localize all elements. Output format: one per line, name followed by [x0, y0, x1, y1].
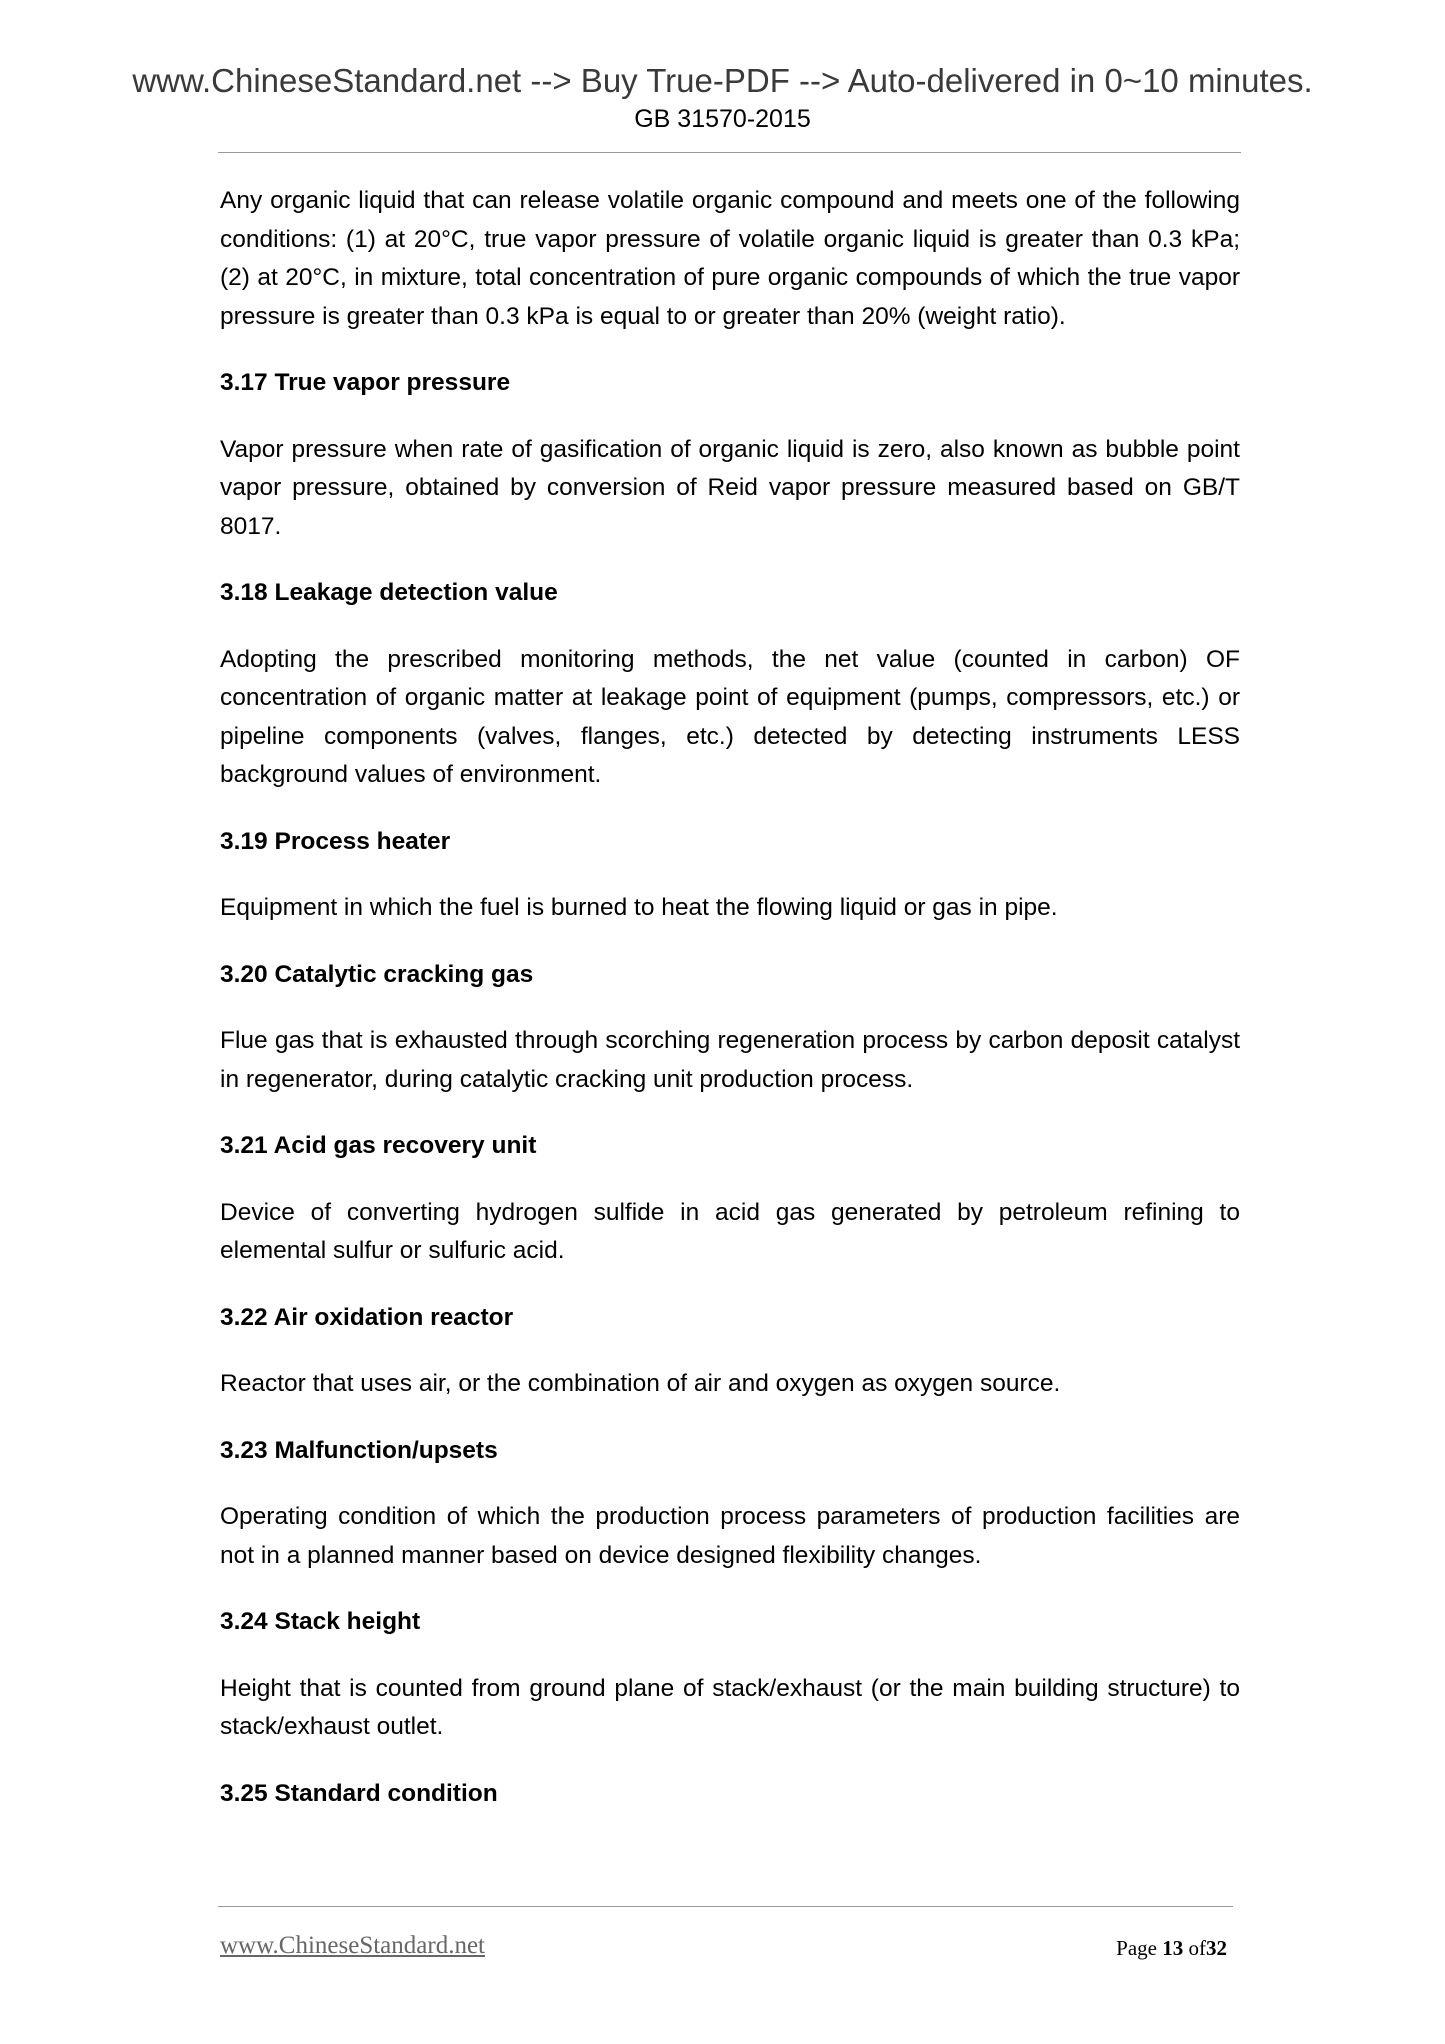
- intro-paragraph: Any organic liquid that can release volatile organic compound and meets one of the following conditions: (1) at 20°C, true vapor pressure of volatile organic liquid is greater than 0.3 kPa; (2) at 20°C, in mixture, total concentration of pure organic compounds of which the true vapor pressure is greater than 0.3 kPa is equal to or greater than 20% (weight ratio).: [220, 187, 1240, 330]
- page-total: 32: [1206, 1936, 1227, 1960]
- section-heading-3-20: 3.20 Catalytic cracking gas: [220, 960, 534, 988]
- section-text-3-17: Vapor pressure when rate of gasification of organic liquid is zero, also known as bubble point vapor pressure, obtained by conversion of Reid vapor pressure measured based on GB/T 8017.: [220, 435, 1240, 540]
- section-heading-3-22: 3.22 Air oxidation reactor: [220, 1303, 514, 1331]
- section-text-3-18: Adopting the prescribed monitoring methods, the net value (counted in carbon) OF concentration of organic matter at leakage point of equipment (pumps, compressors, etc.) or pipeline components (valves, flanges, etc.) detected by detecting instruments LESS background values of environment.: [220, 645, 1240, 788]
- section-heading-3-25: 3.25 Standard condition: [220, 1779, 498, 1807]
- standard-number: GB 31570-2015: [634, 105, 811, 133]
- footer-divider: [218, 1906, 1233, 1907]
- section-text-3-20: Flue gas that is exhausted through scorching regeneration process by carbon deposit catalyst in regenerator, during catalytic cracking unit production process.: [220, 1027, 1240, 1093]
- page-word: Page: [1116, 1936, 1157, 1960]
- page-current: 13: [1162, 1936, 1184, 1960]
- section-heading-3-17: 3.17 True vapor pressure: [220, 369, 511, 396]
- header-divider: [218, 152, 1241, 153]
- section-heading-3-21: 3.21 Acid gas recovery unit: [220, 1132, 537, 1159]
- section-text-3-24: Height that is counted from ground plane of stack/exhaust (or the main building structure) to stack/exhaust outlet.: [220, 1674, 1240, 1740]
- section-text-3-19: Equipment in which the fuel is burned to heat the flowing liquid or gas in pipe.: [220, 894, 1058, 921]
- section-heading-3-19: 3.19 Process heater: [220, 827, 451, 855]
- section-heading-3-24: 3.24 Stack height: [220, 1608, 421, 1635]
- section-text-3-22: Reactor that uses air, or the combination of air and oxygen as oxygen source.: [220, 1370, 1061, 1397]
- section-heading-3-18: 3.18 Leakage detection value: [220, 579, 558, 606]
- document-body: [220, 182, 1240, 1813]
- page-indicator: [1116, 1934, 1227, 1962]
- section-text-3-21: Device of converting hydrogen sulfide in acid gas generated by petroleum refining to elemental sulfur or sulfuric acid.: [220, 1198, 1240, 1264]
- page-of: of: [1188, 1936, 1206, 1960]
- header-banner: www.ChineseStandard.net --> Buy True-PDF --> Auto-delivered in 0~10 minutes.: [132, 62, 1313, 99]
- section-text-3-23: Operating condition of which the production process parameters of production facilities are not in a planned manner based on device designed flexibility changes.: [220, 1503, 1240, 1569]
- footer-site-link[interactable]: www.ChineseStandard.net: [220, 1932, 485, 1959]
- section-heading-3-23: 3.23 Malfunction/upsets: [220, 1436, 498, 1464]
